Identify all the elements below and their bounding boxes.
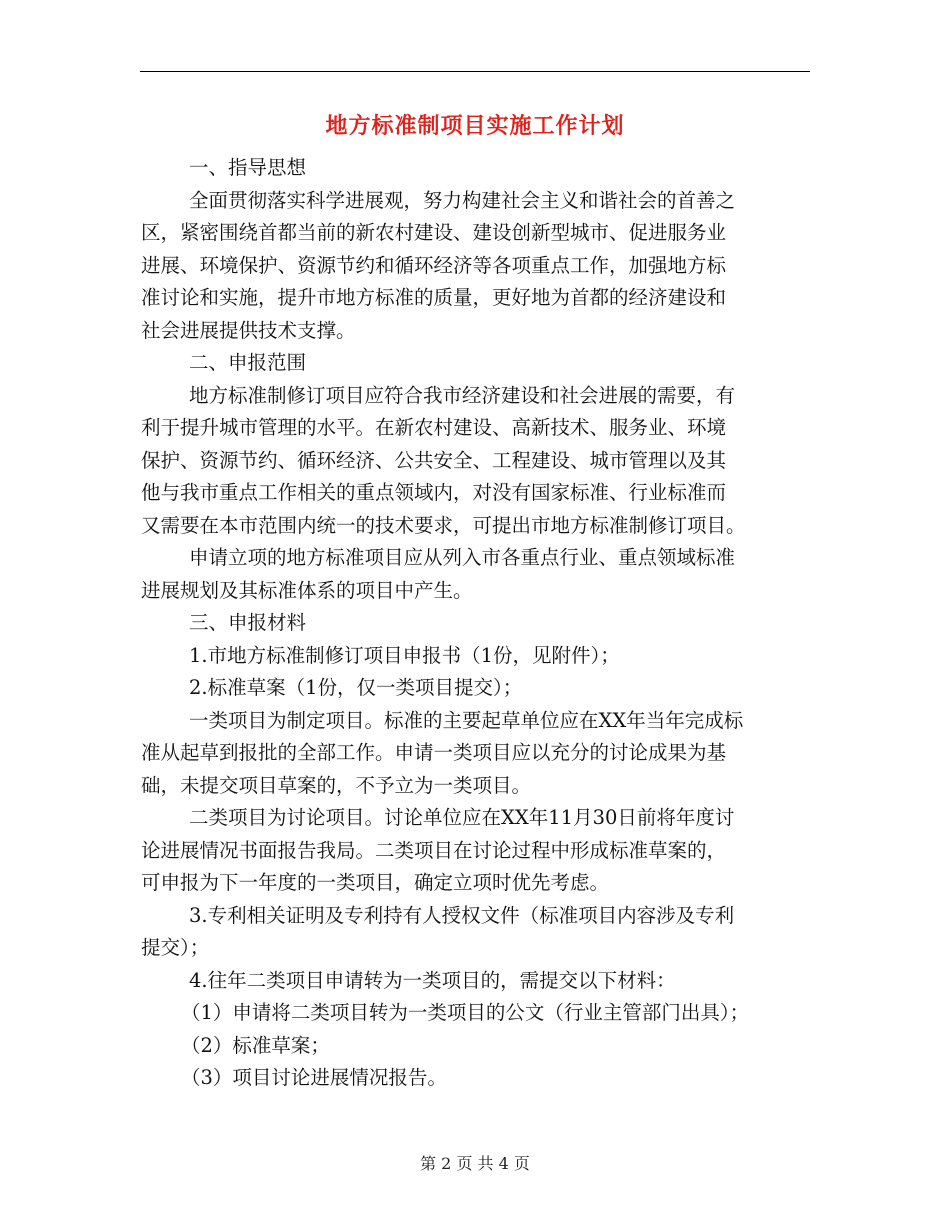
paragraph-line: 申请立项的地方标准项目应从列入市各重点行业、重点领域标准 (189, 546, 736, 569)
paragraph-line: 进展规划及其标准体系的项目中产生。 (141, 578, 473, 602)
page-number: 第 2 页 共 4 页 (420, 1154, 530, 1173)
section-heading-materials: 三、申报材料 (189, 611, 307, 634)
sub-list-item: （1）申请将二类项目转为一类项目的公文（行业主管部门出具）； (181, 1001, 750, 1024)
sub-list-item: （3）项目讨论进展情况报告。 (181, 1066, 447, 1089)
paragraph-line: 提交）； (141, 936, 210, 959)
paragraph-line: 论进展情况书面报告我局。二类项目在讨论过程中形成标准草案的， (141, 838, 727, 862)
paragraph-line: 二类项目为讨论项目。讨论单位应在XX年11月30日前将年度讨 (189, 806, 735, 829)
paragraph-line: 可申报为下一年度的一类项目，确定立项时优先考虑。 (141, 871, 610, 894)
paragraph-line: 保护、资源节约、循环经济、公共安全、工程建设、城市管理以及其 (141, 448, 727, 472)
list-item: 1.市地方标准制修订项目申报书（1份，见附件）； (189, 643, 620, 667)
document-title: 地方标准制项目实施工作计划 (325, 114, 625, 139)
paragraph-line: 准讨论和实施，提升市地方标准的质量，更好地为首都的经济建设和 (141, 286, 727, 309)
paragraph-line: 利于提升城市管理的水平。在新农村建设、高新技术、服务业、环境 (141, 416, 727, 439)
sub-list-item: （2）标准草案； (181, 1033, 330, 1057)
paragraph-line: 地方标准制修订项目应符合我市经济建设和社会进展的需要，有 (189, 383, 736, 407)
section-heading-scope: 二、申报范围 (189, 351, 307, 374)
list-item: 3.专利相关证明及专利持有人授权文件（标准项目内容涉及专利 (189, 903, 735, 927)
paragraph-line: 区，紧密围绕首都当前的新农村建设、建设创新型城市、促进服务业 (141, 221, 727, 244)
paragraph-line: 他与我市重点工作相关的重点领域内，对没有国家标准、行业标准而 (141, 481, 727, 504)
list-item: 4.往年二类项目申请转为一类项目的，需提交以下材料： (189, 968, 676, 992)
paragraph-line: 一类项目为制定项目。标准的主要起草单位应在XX年当年完成标 (189, 708, 744, 732)
paragraph-line: 全面贯彻落实科学进展观，努力构建社会主义和谐社会的首善之 (189, 188, 736, 212)
paragraph-line: 社会进展提供技术支撑。 (141, 318, 356, 342)
paragraph-line: 进展、环境保护、资源节约和循环经济等各项重点工作，加强地方标 (141, 253, 727, 277)
paragraph-line: 础，未提交项目草案的，不予立为一类项目。 (141, 773, 532, 797)
list-item: 2.标准草案（1份，仅一类项目提交）； (189, 676, 523, 699)
paragraph-line: 又需要在本市范围内统一的技术要求，可提出市地方标准制修订项目。 (141, 513, 746, 537)
section-heading-guiding-thought: 一、指导思想 (189, 156, 307, 179)
document-body (141, 152, 819, 1095)
header-rule (140, 71, 810, 72)
paragraph-line: 准从起草到报批的全部工作。申请一类项目应以充分的讨论成果为基 (141, 741, 727, 764)
